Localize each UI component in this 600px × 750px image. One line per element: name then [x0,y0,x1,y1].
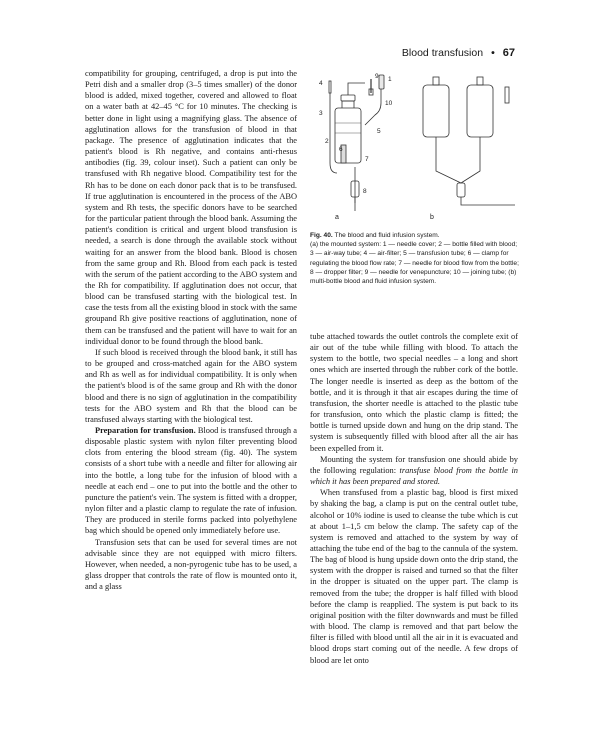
outlet-tube-b-shape [461,197,515,205]
callout-2: 2 [325,138,329,145]
callout-5: 5 [377,128,381,135]
paragraph: Transfusion sets that can be used for several times are not advisable since they are not equipped with micro filters. However, when needed, a non-pyrogenic tube has to be used, a glass dropper that controls the rate of flow is mounted onto it, and a glass [85,537,297,592]
running-header [300,47,515,63]
paragraph [85,425,297,537]
figure-caption [310,231,520,286]
bottle-b1-cap-shape [433,77,439,85]
dropper-b-shape [457,183,465,197]
callout-10: 10 [385,100,393,107]
paragraph-lead: Mounting the system for transfusion one should abide by the following regulation: [310,454,518,475]
callout-9: 9 [375,73,379,80]
paragraph-continuation: through a disposable plastic system with nylon filter preventing blood clots from entering the blood stream (fig. 40). The system consists of a short tube with a needle and filter for allowing air into the bottle, a long tube for the infusion of blood with a needle at each end – one to put into the bottle and the other to puncture the patient's vein. The system is fitted with a dropper, nylon filter and a plastic clamp to regulate the rate of infusion. They are produced in sterile forms packed into polyethylene bag which should be opened only immediately before use. [85,426,298,536]
run-in-lead: Blood is transfused [197,426,263,435]
caption-heading [310,231,520,240]
figure-infusion-system [305,63,525,221]
caption-title: The blood and fluid infusion system. [334,232,440,239]
bottle-b2-cap-shape [477,77,483,85]
callout-8: 8 [363,188,367,195]
callout-3: 3 [319,110,323,117]
caption-body: (a) the mounted system: 1 — needle cover; 2 — bottle filled with blood; 3 — air-way tube; 4 — air-filter; 5 — transfusion tube; 6 — clamp for regulating the blood flow rate; 7 — needle for blood flow from the bottle; 8 — dropper filter; 9 — needle for venepuncture; 10 — joining tube; (b) multi-bottle blood and fluid infusion system. [310,241,519,286]
paragraph [310,454,518,487]
regulation-italic: transfuse blood from the bottle in which it has been prepared and stored. [310,465,518,487]
paragraph: compatibility for grouping, centrifuged, a drop is put into the Petri dish and a smaller drop (3–5 times smaller) of the donor blood is added, mixed together, covered and allowed to float on a water bath at 42–45 °C for 10 minutes. The checking is better done in light using a magnifying glass. The absence of agglutination allows for the transfusion of blood in that package. The presence of agglutination indicates that the patient's blood is Rh negative, and contains anti-rhesus antibodies (fig. 39, colour inset). Such a patient can only be transfused with Rh negative blood. Compatibility test for the Rh has to be done on each donor pack that is to be transfused. If true agglutination is encountered in the process of the ABO system and Rh tests, the specific donors have to be searched for the particular patient through the blood bank. Assuming the patient's condition is critical and urgent blood transfusion is needed, a search is done through the available stock without waiting for an answer from the blood bank. Blood is chosen from the same group and Rh. Blood from each pack is tested with the serum of the patient according to the ABO system and the Rh for compatibility. If agglutination does not occur, that blood can be transfused starting with the biological test. In case the tests from all the existing blood in stock with the same groupand Rh give positive reactions of agglutination, none of them can be transfused and the patient will have to wait for an individual donor to be found through the blood bank. [85,69,297,346]
right-column [310,331,518,666]
subfigure-label-b: b [430,214,434,221]
section-run-in-heading: Preparation for transfusion. [95,426,196,435]
bottle-neck-shape [342,101,354,108]
filter-shape [379,75,384,89]
callout-1: 1 [388,76,392,83]
paragraph: When transfused from a plastic bag, blood is first mixed by shaking the bag, a clamp is put on the central outlet tube, alcohol or 10% iodine is used to cleanse the tube which is cut at about 1–1,5 cm below the clamp. The safety cap of the system is removed and attached to the system by way of attaching the tube end of the bag to the cannula of the system. The bag of blood is hung upside down onto the drip stand, the system with the dropper is raised and turned so that the filter in the dropper is situated on the upper part. The clamp is removed from the tube; the dropper is half filled with blood before the clamp is reapplied. The system is put back to its original position with the filter downwards and must be filled with blood. The clamp is removed and that part below the filter is filled with blood until all the air in it is evacuated and blood drops start coming out of the needle. A few drops of blood are let onto [310,488,518,665]
callout-6: 6 [339,146,343,153]
filter-b-shape [505,87,509,103]
upper-tube-shape [348,83,365,95]
callout-7: 7 [365,156,369,163]
air-filter-shape [329,81,331,93]
bottle-b1-shape [423,85,449,137]
paragraph: tube attached towards the outlet controls the complete exit of air out of the tube while filling with blood. To attach the system to the bottle, two special needles – a long and short ones which are inserted through the rubber cork of the bottle. The longer needle is inserted as deep as the bottom of the bottle, and it is through it that air escapes during the time of transfusion, the shorter needle is attached to the plastic tube for transfusion, onto which the plastic clamp is fitted; the bottle is turned upside down and hung on the drip stand. The system is subsequently filled with blood after all the air has been expelled from it. [310,332,518,453]
bottle-cap-shape [341,95,355,101]
header-separator: • [491,47,495,59]
paragraph: If such blood is received through the blood bank, it still has to be grouped and cross-matched again for the ABO system and Rh as well as for individual compatibility. It is only when the patient's blood is of the same group and Rh with the donor blood and there is no sign of agglutination in the compatibility tests for the ABO system and Rh that the blood can be transfused always starting with the biological test. [85,347,297,424]
caption-label: Fig. 40. [310,232,333,239]
callout-4: 4 [319,80,323,87]
bottle-shape [335,108,361,163]
infusion-diagram [305,63,525,221]
y-connector-shape [436,137,480,183]
running-title: Blood transfusion [401,47,484,59]
left-column [85,68,297,592]
bottle-b2-shape [467,85,493,137]
subfigure-label-a: a [335,214,339,221]
page-number: 67 [502,47,515,59]
